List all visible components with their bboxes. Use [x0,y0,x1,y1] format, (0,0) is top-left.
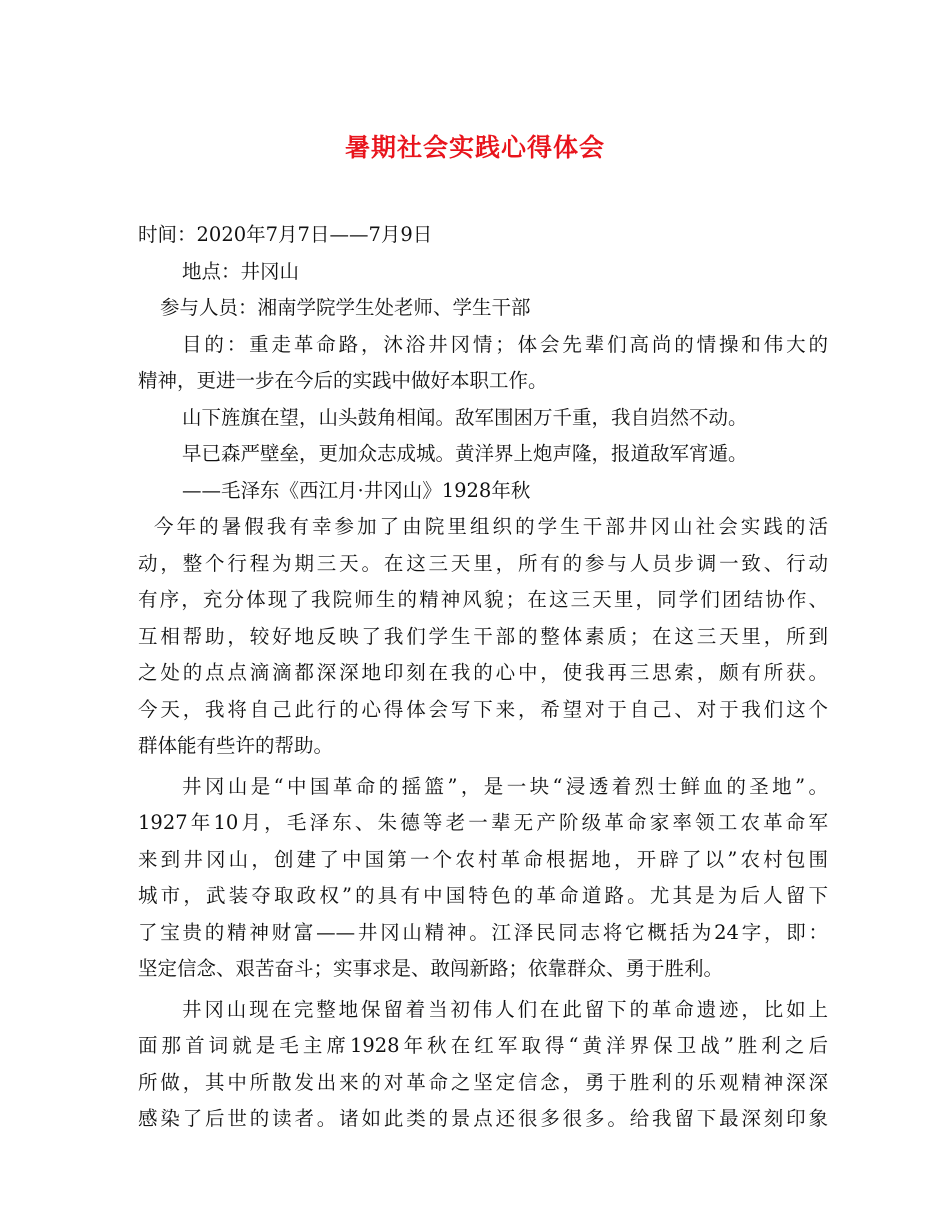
paragraph-line: 所做，其中所散发出来的对革命之坚定信念，勇于胜利的乐观精神深深 [138,1070,828,1094]
purpose-line: 精神，更进一步在今后的实践中做好本职工作。 [138,369,548,392]
paragraph-line: 感染了后世的读者。诸如此类的景点还很多很多。给我留下最深刻印象 [138,1107,828,1130]
paragraph-line: 了宝贵的精神财富——井冈山精神。江泽民同志将它概括为24字，即： [138,920,828,944]
paragraph-line: 动，整个行程为期三天。在这三天里，所有的参与人员步调一致、行动 [138,551,828,575]
place-line: 地点：井冈山 [182,259,300,283]
paragraph-line: 之处的点点滴滴都深深地印刻在我的心中，使我再三思索，颇有所获。 [138,661,828,684]
poem-attribution: ——毛泽东《西江月·井冈山》1928年秋 [182,478,531,502]
paragraph-line: 井冈山是“中国革命的摇篮”，是一块“浸透着烈士鲜血的圣地”。 [182,774,828,798]
paragraph-line: 1927年10月，毛泽东、朱德等老一辈无产阶级革命家率领工农革命军 [138,811,828,834]
paragraph-line: 坚定信念、艰苦奋斗；实事求是、敢闯新路；依靠群众、勇于胜利。 [138,957,724,980]
paragraph-line: 有序，充分体现了我院师生的精神风貌；在这三天里，同学们团结协作、 [138,588,828,611]
poem-line: 早已森严壁垒，更加众志成城。黄洋界上炮声隆，报道敌军宵遁。 [182,442,748,465]
document-body [138,217,828,1138]
paragraph-line: 互相帮助，较好地反映了我们学生干部的整体素质；在这三天里，所到 [138,624,828,648]
document-title: 暑期社会实践心得体会 [344,133,605,162]
poem-line: 山下旌旗在望，山头鼓角相闻。敌军围困万千重，我自岿然不动。 [182,405,748,429]
participants-line: 参与人员：湘南学院学生处老师、学生干部 [160,296,531,319]
time-line: 时间：2020年7月7日——7月9日 [138,223,433,246]
paragraph-line: 井冈山现在完整地保留着当初伟人们在此留下的革命遗迹，比如上 [182,997,828,1021]
paragraph-line: 群体能有些许的帮助。 [138,734,334,757]
paragraph-line: 今天，我将自己此行的心得体会写下来，希望对于自己、对于我们这个 [138,697,828,721]
purpose-line: 目的：重走革命路，沐浴井冈情；体会先辈们高尚的情操和伟大的 [182,332,828,356]
paragraph-line: 来到井冈山，创建了中国第一个农村革命根据地，开辟了以”农村包围 [138,847,828,871]
paragraph-line: 今年的暑假我有幸参加了由院里组织的学生干部井冈山社会实践的活 [154,515,828,538]
paragraph-line: 城市，武装夺取政权”的具有中国特色的革命道路。尤其是为后人留下 [138,884,828,907]
paragraph-line: 面那首词就是毛主席1928年秋在红军取得“黄洋界保卫战”胜利之后 [138,1034,828,1057]
